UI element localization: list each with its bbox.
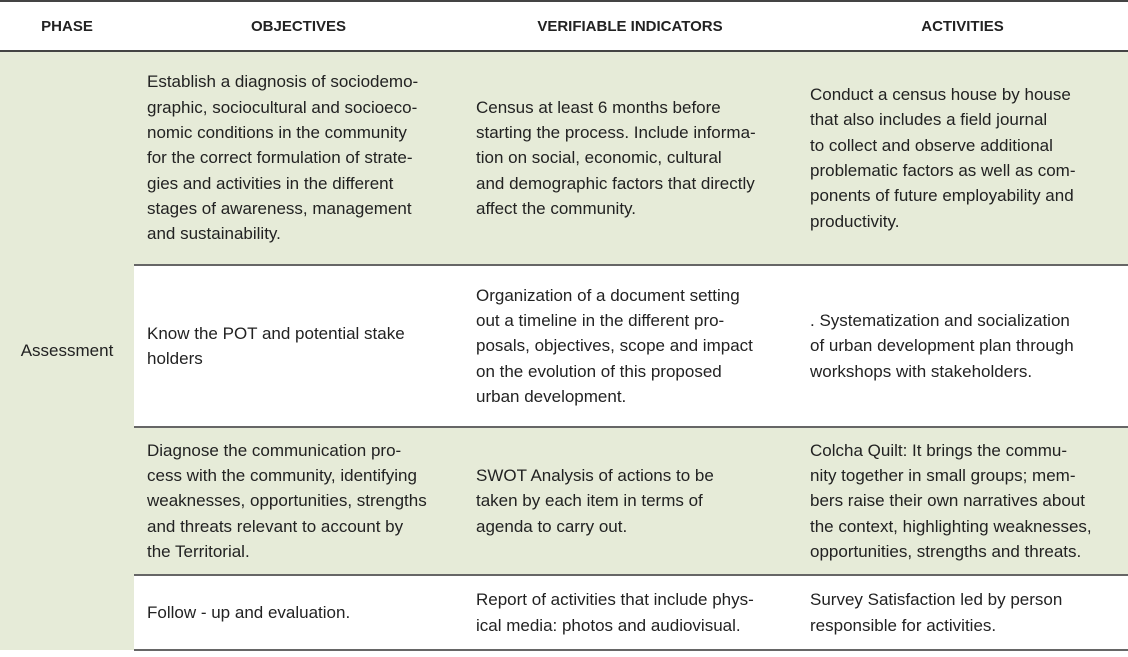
- indicator-cell: Census at least 6 months before starting the process. Include informa- tion on social, economic, cultural and demographic factors that directly affect the community.: [463, 51, 797, 265]
- table-row: [0, 427, 1128, 575]
- indicator-cell: Report of activities that include phys- ical media: photos and audiovisual.: [463, 575, 797, 650]
- header-indicators: VERIFIABLE INDICATORS: [463, 1, 797, 51]
- activity-cell: Colcha Quilt: It brings the commu- nity together in small groups; mem- bers raise their own narratives about the context, highlighting weaknesses, opportunities, strengths and threats.: [797, 427, 1128, 575]
- header-phase: PHASE: [0, 1, 134, 51]
- table-row: [0, 51, 1128, 265]
- table-row: [0, 575, 1128, 650]
- activity-cell: Survey Satisfaction led by person responsible for activities.: [797, 575, 1128, 650]
- activity-cell: Conduct a census house by house that also includes a field journal to collect and observe additional problematic factors as well as com- ponents of future employability and productivity.: [797, 51, 1128, 265]
- objective-cell: Diagnose the communication pro- cess with the community, identifying weaknesses, opportunities, strengths and threats relevant to account by the Territorial.: [134, 427, 463, 575]
- objective-cell: Know the POT and potential stake holders: [134, 265, 463, 427]
- indicator-cell: SWOT Analysis of actions to be taken by each item in terms of agenda to carry out.: [463, 427, 797, 575]
- activity-cell: . Systematization and socialization of urban development plan through workshops with stakeholders.: [797, 265, 1128, 427]
- table-row: [0, 265, 1128, 427]
- phase-cell: Assessment: [0, 51, 134, 650]
- header-row: [0, 1, 1128, 51]
- indicator-cell: Organization of a document setting out a timeline in the different pro- posals, objectives, scope and impact on the evolution of this proposed urban development.: [463, 265, 797, 427]
- objective-cell: Follow - up and evaluation.: [134, 575, 463, 650]
- objective-cell: Establish a diagnosis of sociodemo- graphic, sociocultural and socioeco- nomic conditions in the community for the correct formulation of strate- gies and activities in the different stages of awareness, management and sustainability.: [134, 51, 463, 265]
- header-activities: ACTIVITIES: [797, 1, 1128, 51]
- header-objectives: OBJECTIVES: [134, 1, 463, 51]
